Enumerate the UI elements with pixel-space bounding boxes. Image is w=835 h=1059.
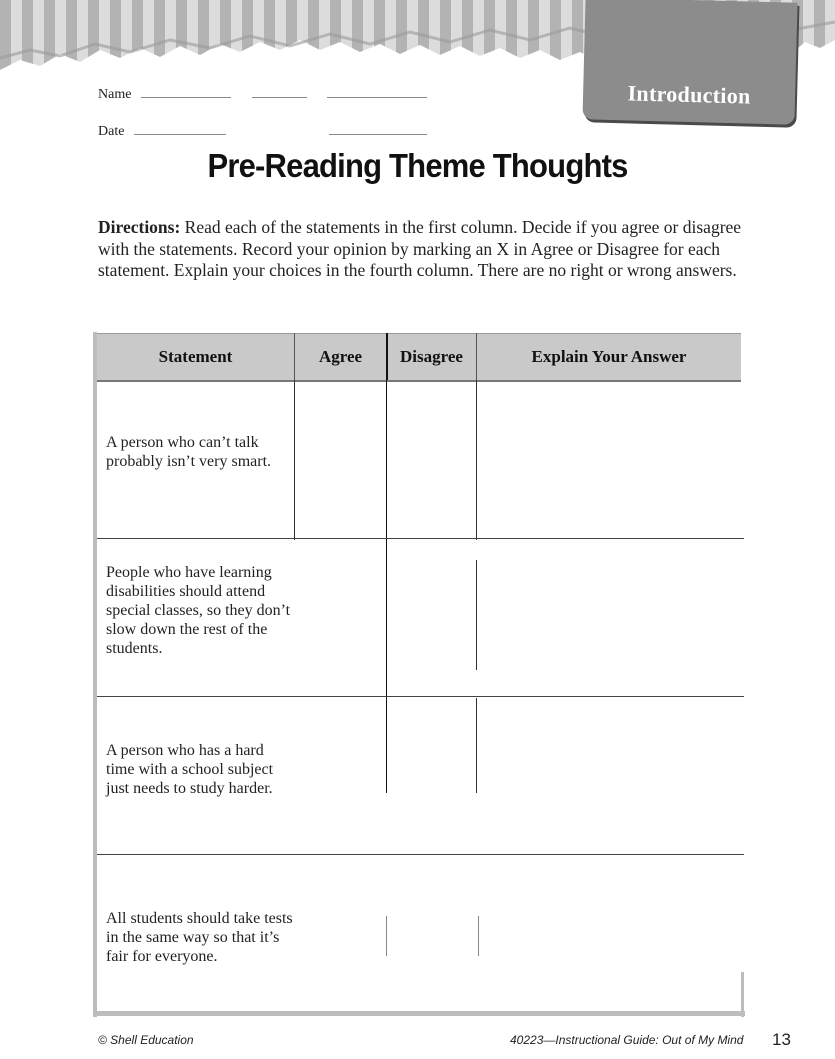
name-field[interactable] [98,87,427,103]
name-label: Name [98,87,132,102]
column-divider [476,333,477,380]
row-divider [97,854,744,855]
date-field[interactable] [98,124,427,140]
date-line [134,133,226,135]
statement-text: A person who can’t talk probably isn’t very smart. [106,434,272,470]
section-tab [582,0,797,125]
column-header-explain: Explain Your Answer [531,347,687,366]
column-divider [476,380,477,540]
footer-title: 40223—Instructional Guide: Out of My Mind [510,1033,744,1047]
column-divider [386,916,387,956]
statement-text: A person who has a hard time with a school subject just needs to study harder. [106,742,274,797]
table-header-row [97,333,741,382]
column-divider [478,916,479,956]
directions-paragraph [98,217,748,282]
section-tab-label: Introduction [627,80,751,109]
column-header-disagree: Disagree [400,347,463,366]
column-header-statement: Statement [158,347,233,366]
table-frame-left [93,332,97,1017]
table-frame-right [741,972,744,1017]
column-divider [386,698,387,793]
directions-lead: Directions: [98,217,181,237]
column-divider [476,560,477,670]
statement-text: People who have learning disabilities should attend special classes, so they don’t slow down the rest of the students. [106,564,291,657]
table-frame-bottom [93,1011,745,1016]
directions-text: Read each of the statements in the first column. Decide if you agree or disagree with the statements. Record your opinion by marking an X in Agree or Disagree for each statement. Explain your choices in the fourth column. There are no right or wrong answers. [98,217,742,280]
opinion-table [93,332,745,1017]
footer-copyright: © Shell Education [98,1033,194,1047]
column-divider [476,698,477,793]
statement-text: All students should take tests in the same way so that it’s fair for everyone. [106,910,293,965]
column-divider [386,540,387,700]
page-number: 13 [772,1030,791,1049]
column-divider [294,333,295,380]
date-line [329,133,427,135]
date-label: Date [98,124,125,139]
column-divider [386,333,388,380]
name-line [141,96,231,98]
name-line [252,96,307,98]
row-divider [97,538,744,539]
row-divider [97,696,744,697]
column-divider [386,380,387,540]
name-line [327,96,427,98]
column-header-agree: Agree [318,347,363,366]
page-title: Pre-Reading Theme Thoughts [207,146,628,185]
